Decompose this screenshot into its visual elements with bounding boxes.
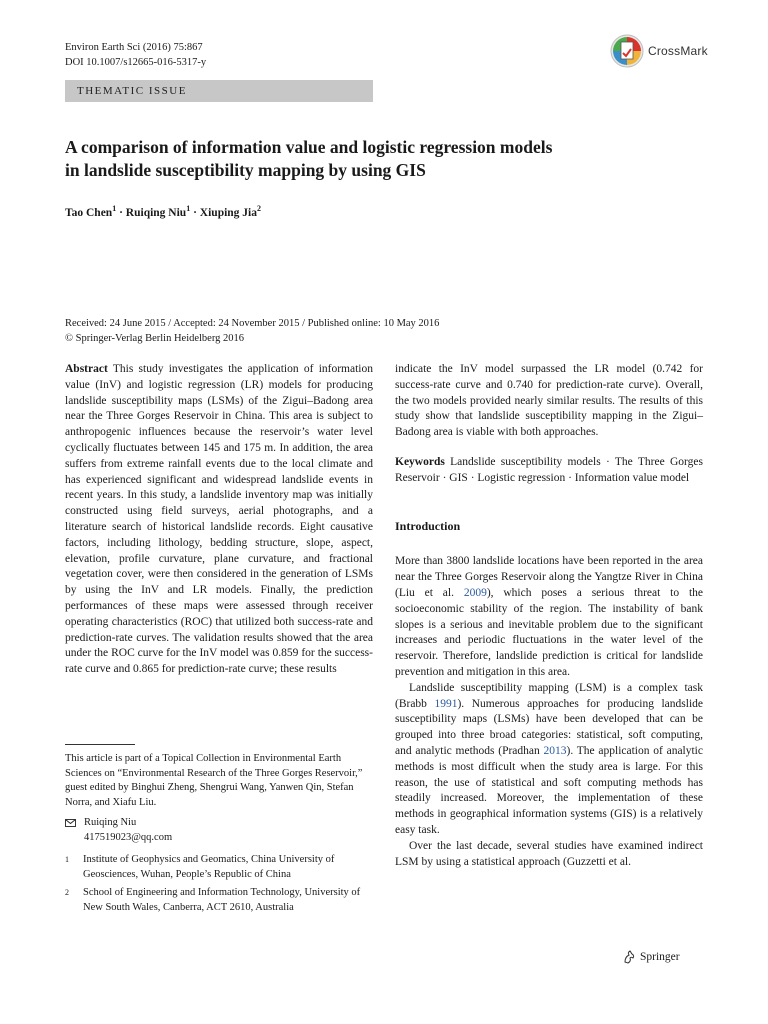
author-separator: · (116, 206, 126, 219)
intro-paragraph-1: More than 3800 landslide locations have been reported in the area near the Three Gorges Reservoir along the Yangtze River in China (Liu et al. 2009), which poses a serious threat to the socioeconomic stability of the region. The instability of bank slopes is a serious and inevitable problem due to the significant increases and periodic fluctuations in the water level of the reservoir. Therefore, landslide prediction is critical for landslide prevention and mitigation in this area. (395, 555, 703, 678)
doi-line: DOI 10.1007/s12665-016-5317-y (65, 57, 207, 68)
dates-line: Received: 24 June 2015 / Accepted: 24 November 2015 / Published online: 10 May 2016 (65, 318, 440, 329)
crossmark-icon (610, 34, 644, 68)
keywords-label: Keywords (395, 455, 445, 468)
crossmark-label: CrossMark (648, 44, 708, 58)
publisher-name: Springer (640, 951, 680, 963)
topical-collection-note: This article is part of a Topical Collection in Environmental Earth Sciences on “Environmental Research of the Three Gorges Reservoir,” guest edited by Binghui Zheng, Shengrui Wang, Yanwen Qin, Stefan Norra, and Xiafu Liu. (65, 753, 363, 808)
keywords-paragraph (395, 455, 703, 487)
intro-paragraph-2: Landslide susceptibility mapping (LSM) is a complex task (Brabb 1991). Numerous approaches for producing landslide susceptibility maps (LSMs) have been developed that can be grouped into three broad categories: statistical, soft computing, and analytic methods (Pradhan 2013). The application of analytic methods is most difficult when the study area is large. For this reason, the use of statistical and soft computing methods has steadily increased. Moreover, the implementation of these methods in geographical information systems (GIS) is a relatively easy task. (395, 681, 703, 836)
author-name[interactable]: Ruiqing Niu (125, 206, 187, 219)
keywords-text: Landslide susceptibility models · The Three Gorges Reservoir · GIS · Logistic regression · Information value model (395, 455, 704, 484)
right-column (395, 362, 703, 870)
abstract-continuation: indicate the InV model surpassed the LR model (0.742 for success-rate curve and 0.740 for prediction-rate curve). Overall, the two models provided nearly similar results. The results of this study show that landslide susceptibility mapping in the Zigui–Badong area is viable with both approaches. (395, 363, 703, 439)
abstract-paragraph (65, 362, 373, 678)
affiliation-2 (65, 886, 373, 915)
author-affiliation-mark: 2 (257, 204, 261, 213)
affiliation-text: School of Engineering and Information Technology, University of New South Wales, Canberra, ACT 2610, Australia (83, 887, 361, 913)
introduction-heading: Introduction (395, 518, 461, 533)
footnote-divider (65, 744, 135, 745)
article-title (65, 136, 705, 182)
citation-link[interactable]: 2009 (463, 586, 487, 599)
author-separator: · (190, 206, 200, 219)
citation-line: Environ Earth Sci (2016) 75:867 (65, 42, 203, 53)
author-affiliation-mark: 1 (112, 204, 117, 213)
affiliation-number: 1 (65, 855, 69, 864)
envelope-icon (65, 819, 76, 827)
publisher-logo (622, 950, 680, 964)
abstract-text: This study investigates the application of information value (InV) and logistic regression (LR) models for producing landslide susceptibility maps (LSMs) of the Zigui–Badong area near the Three Gorges Reservoir in China. This area is subject to anthropogenic influences because the reservoir’s water level cyclically fluctuates between 145 and 175 m. In addition, the area suffers from extreme rainfall events due to the local climate and has experienced significant and widespread landslide events in recent years. In this study, a landslide inventory map was initially constructed using field surveys, aerial photographs, and a literature search of historical landslide records. Eight causative factors, including lithology, bedding structure, slope, aspect, elevation, profile curvature, plane curvature, and fractional vegetation cover, were then considered in the generation of LSMs by using the InV and LR models. Finally, the prediction performances of these maps were assessed through receiver operating characteristics (ROC) that utilized both success-rate and prediction-rate curves. The validation results showed that the area under the ROC curve for the InV model was 0.859 for the success-rate curve and 0.865 for prediction-rate curve; these results (65, 363, 373, 676)
affiliation-number: 2 (65, 888, 69, 897)
corresponding-author (65, 816, 373, 845)
copyright-line: © Springer-Verlag Berlin Heidelberg 2016 (65, 333, 245, 344)
contact-name: Ruiqing Niu (84, 817, 137, 828)
author-name[interactable]: Xiuping Jia (199, 206, 257, 219)
abstract-label: Abstract (65, 363, 108, 375)
abstract-left-column (65, 362, 373, 678)
title-line-2: in landslide susceptibility mapping by using GIS (65, 160, 426, 180)
author-name[interactable]: Tao Chen (65, 206, 113, 219)
citation-link[interactable]: 1991 (434, 697, 458, 710)
affiliation-text: Institute of Geophysics and Geomatics, China University of Geosciences, Wuhan, People’s Republic of China (83, 854, 335, 880)
springer-horse-icon (622, 950, 636, 964)
author-list (65, 204, 261, 219)
crossmark-badge[interactable] (610, 33, 715, 69)
citation-link[interactable]: 2013 (543, 744, 567, 757)
contact-email[interactable]: 417519023@qq.com (84, 831, 173, 843)
publication-history (65, 316, 439, 346)
author-affiliation-mark: 1 (186, 204, 191, 213)
affiliation-1 (65, 853, 373, 882)
title-line-1: A comparison of information value and logistic regression models (65, 137, 553, 157)
issue-banner: THEMATIC ISSUE (65, 80, 373, 102)
intro-paragraph-3: Over the last decade, several studies have examined indirect LSM by using a statistical approach (Guzzetti et al. (395, 839, 703, 868)
journal-citation (65, 40, 206, 70)
